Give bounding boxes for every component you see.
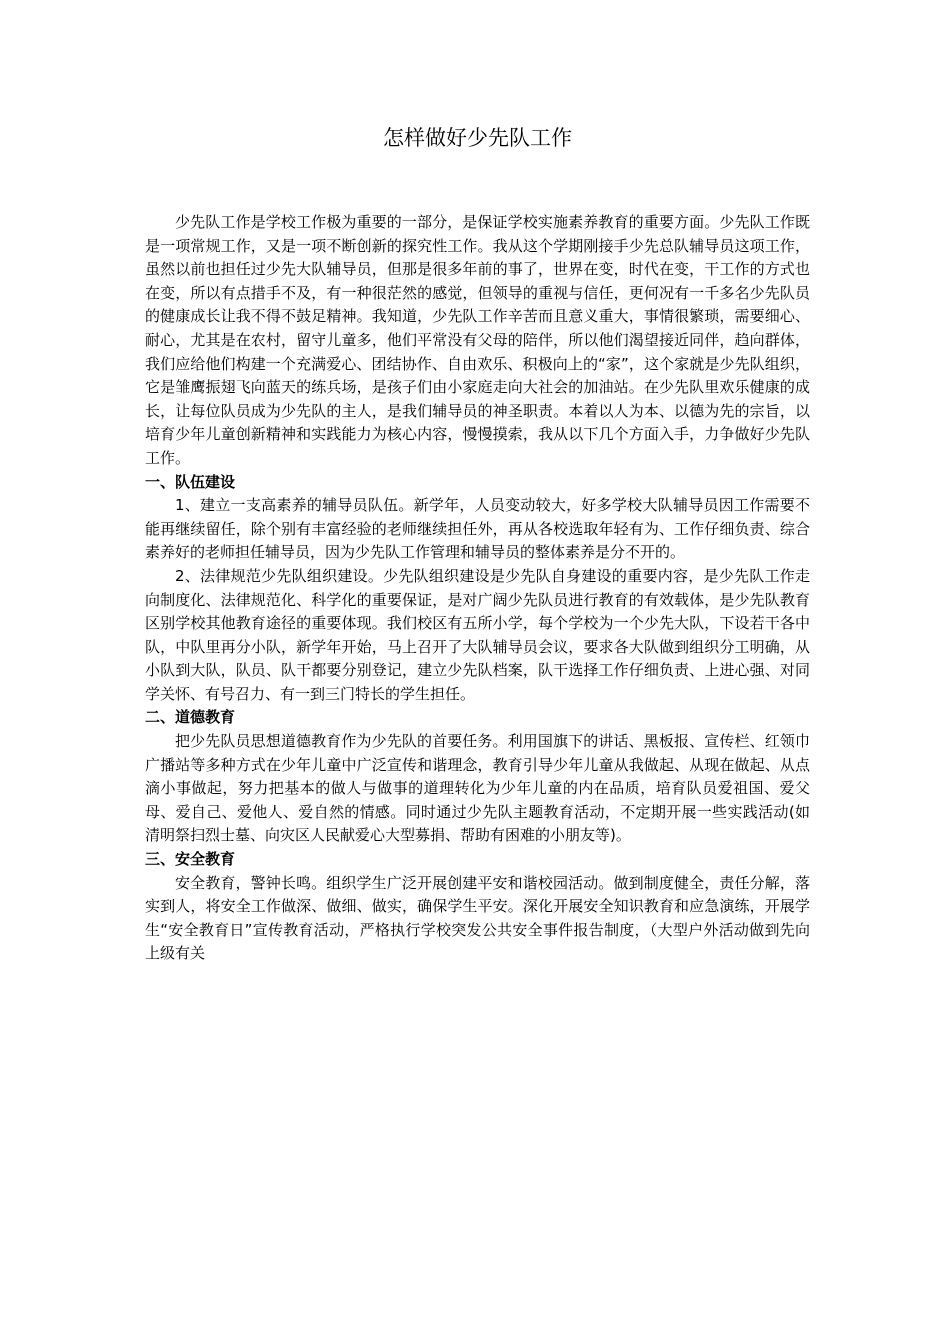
section2-paragraph-1: 把少先队员思想道德教育作为少先队的首要任务。利用国旗下的讲话、黑板报、宣传栏、红领巾广播站等多种方式在少年儿童中广泛宣传和谐理念，教育引导少年儿童从我做起、从现在做起、从点滴小事做起，努力把基本的做人与做事的道理转化为少年儿童的内在品质，培育队员爱祖国、爱父母、爱自己、爱他人、爱自然的情感。同时通过少先队主题教育活动，不定期开展一些实践活动(如清明祭扫烈士墓、向灾区人民献爱心大型募捐、帮助有困难的小朋友等)。 bbox=[145, 732, 810, 845]
section3-paragraph-1: 安全教育，警钟长鸣。组织学生广泛开展创建平安和谐校园活动。做到制度健全，责任分解，落实到人，将安全工作做深、做细、做实，确保学生平安。深化开展安全知识教育和应急演练，开展学生“安全教育日”宣传教育活动，严格执行学校突发公共安全事件报告制度，（大型户外活动做到先向上级有关 bbox=[145, 873, 810, 963]
section-heading-moral-education: 二、道德教育 bbox=[145, 708, 236, 727]
section1-paragraph-2: 2、法律规范少先队组织建设。少先队组织建设是少先队自身建设的重要内容，是少先队工作走向制度化、法律规范化、科学化的重要保证，是对广阔少先队员进行教育的有效载体，是少先队教育区别学校其他教育途径的重要体现。我们校区有五所小学，每个学校为一个少先大队，下设若干各中队，中队里再分小队，新学年开始，马上召开了大队辅导员会议，要求各大队做到组织分工明确，从小队到大队，队员、队干都要分别登记，建立少先队档案，队干选择工作仔细负责、上进心强、对同学关怀、有号召力、有一到三门特长的学生担任。 bbox=[145, 566, 810, 703]
section-heading-team-building: 一、队伍建设 bbox=[145, 472, 236, 491]
intro-paragraph: 少先队工作是学校工作极为重要的一部分，是保证学校实施素养教育的重要方面。少先队工作既是一项常规工作，又是一项不断创新的探究性工作。我从这个学期刚接手少先总队辅导员这项工作，虽然以前也担任过少先大队辅导员，但那是很多年前的事了，世界在变，时代在变，干工作的方式也在变，所以有点措手不及，有一种很茫然的感觉，但领导的重视与信任，更何况有一千多名少先队员的健康成长让我不得不鼓足精神。我知道，少先队工作辛苦而且意义重大，事情很繁琐，需要细心、耐心，尤其是在农村，留守儿童多，他们平常没有父母的陪伴，所以他们渴望接近同伴，趋向群体，我们应给他们构建一个充满爱心、团结协作、自由欢乐、积极向上的“家”，这个家就是少先队组织，它是雏鹰振翅飞向蓝天的练兵场，是孩子们由小家庭走向大社会的加油站。在少先队里欢乐健康的成长，让每位队员成为少先队的主人，是我们辅导员的神圣职责。本着以人为本、以德为先的宗旨，以培育少年儿童创新精神和实践能力为核心内容，慢慢摸索，我从以下几个方面入手，力争做好少先队工作。 bbox=[145, 213, 810, 467]
section-heading-safety-education: 三、安全教育 bbox=[145, 850, 236, 869]
document-title: 怎样做好少先队工作 bbox=[383, 126, 572, 150]
section1-paragraph-1: 1、建立一支高素养的辅导员队伍。新学年，人员变动较大，好多学校大队辅导员因工作需要不能再继续留任，除个别有丰富经验的老师继续担任外，再从各校选取年轻有为、工作仔细负责、综合素养好的老师担任辅导员，因为少先队工作管理和辅导员的整体素养是分不开的。 bbox=[145, 496, 810, 562]
document-page bbox=[145, 118, 810, 966]
